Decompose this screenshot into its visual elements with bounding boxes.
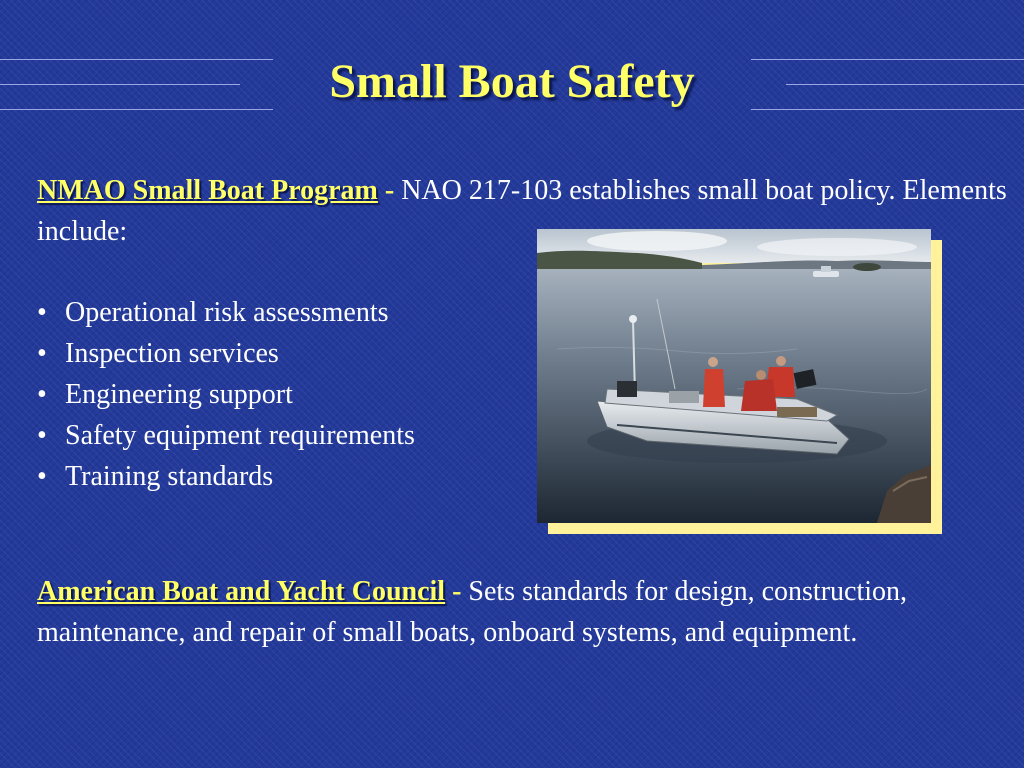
list-item	[37, 415, 415, 456]
list-item	[37, 292, 415, 333]
bullet-icon: •	[37, 461, 47, 492]
title-rule-right-bottom	[751, 109, 1024, 110]
list-item	[37, 456, 415, 497]
list-item-text: Operational risk assessments	[65, 297, 389, 328]
distant-boat-cabin	[821, 266, 831, 272]
list-item-text: Engineering support	[65, 379, 293, 410]
gps-antenna	[629, 315, 637, 323]
bullet-icon: •	[37, 379, 47, 410]
bullet-icon: •	[37, 420, 47, 451]
title-rule-left-top	[0, 59, 273, 60]
bullet-icon: •	[37, 297, 47, 328]
list-item	[37, 374, 415, 415]
list-item-text: Inspection services	[65, 338, 279, 369]
title-rule-left-middle	[0, 84, 240, 85]
small-island	[853, 263, 881, 271]
nmao-heading: NMAO Small Boat Program	[37, 175, 378, 206]
list-item	[37, 333, 415, 374]
list-item-text: Safety equipment requirements	[65, 420, 415, 451]
person-head	[776, 356, 786, 366]
bullet-icon: •	[37, 338, 47, 369]
person-head	[756, 370, 766, 380]
boat-photo	[537, 229, 931, 523]
person-head	[708, 357, 718, 367]
nmao-separator: -	[384, 175, 395, 206]
cloud	[587, 231, 727, 251]
equipment-box	[669, 391, 699, 403]
console	[617, 381, 637, 397]
abyc-description: Sets standards for design, construction, maintenance, and repair of small boats, onboard systems, and equipment.	[37, 576, 907, 648]
cloud	[757, 238, 917, 256]
elements-list	[37, 292, 415, 497]
person-survival-suit	[703, 369, 725, 407]
nmao-description: NAO 217-103 establishes small boat policy. Elements include:	[37, 175, 1007, 247]
title-rule-right-top	[751, 59, 1024, 60]
gear-pile	[777, 407, 817, 417]
title-rule-right-middle	[786, 84, 1024, 85]
slide-title: Small Boat Safety	[329, 55, 695, 108]
list-item-text: Training standards	[65, 461, 274, 492]
title-rule-left-bottom	[0, 109, 273, 110]
abyc-heading: American Boat and Yacht Council	[37, 576, 446, 607]
abyc-paragraph	[37, 571, 1012, 653]
person-survival-suit	[741, 379, 777, 411]
abyc-separator: -	[452, 576, 462, 607]
